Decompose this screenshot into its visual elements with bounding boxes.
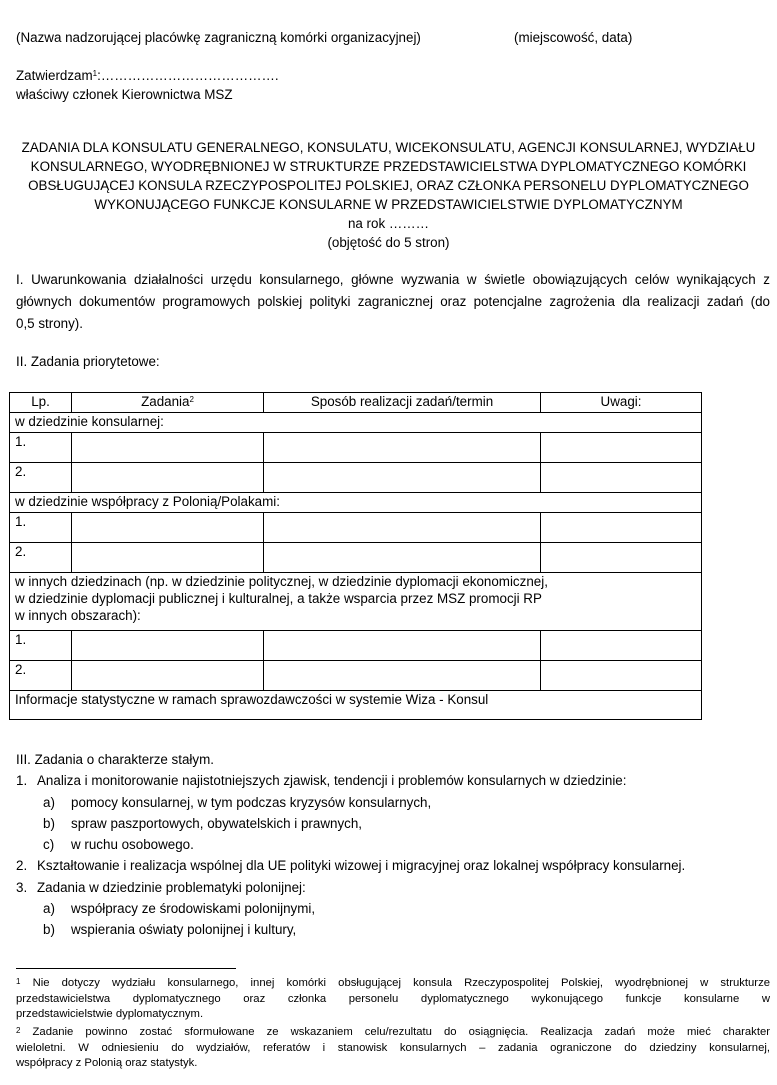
statistics-label: Informacje statystyczne w ramach sprawozdawczości w systemie Wiza - Konsul xyxy=(10,691,702,720)
list-item-1c: w ruchu osobowego. xyxy=(71,837,194,852)
section-2-heading: II. Zadania priorytetowe: xyxy=(16,354,160,369)
title-line-2: KONSULARNEGO, WYODRĘBNIONEJ W STRUKTURZE PRZEDSTAWICIELSTWA DYPLOMATYCZNEGO KOMÓRKI xyxy=(30,159,747,174)
row-number: 2. xyxy=(10,661,72,691)
table-row xyxy=(10,543,702,573)
row-number: 2. xyxy=(10,543,72,573)
approval-label: Zatwierdzam xyxy=(16,68,93,83)
section-other-line-1: w innych dziedzinach (np. w dziedzinie politycznej, w dziedzinie dyplomacji ekonomicznej, xyxy=(15,574,548,589)
method-cell[interactable] xyxy=(264,661,541,691)
notes-cell[interactable] xyxy=(541,463,702,493)
column-header-tasks-label: Zadania xyxy=(141,394,190,409)
footnote-2-line-2: wieloletni. W odniesieniu do wydziałów, referatów i stanowisk konsularnych – zadania ograniczone do dziedziny konsularnej, xyxy=(16,1041,770,1054)
list-item-3b-letter: b) xyxy=(43,922,55,937)
list-item-3a-letter: a) xyxy=(43,901,55,916)
row-number: 1. xyxy=(10,631,72,661)
place-date-placeholder: (miejscowość, data) xyxy=(514,30,633,45)
notes-cell[interactable] xyxy=(541,513,702,543)
footnote-1-line-3: przedstawicielstwie dyplomatycznym. xyxy=(16,1008,204,1020)
column-header-method: Sposób realizacji zadań/termin xyxy=(264,393,541,413)
section-label-polonia: w dziedzinie współpracy z Polonią/Polakami: xyxy=(10,493,702,513)
title-line-4: WYKONUJĄCEGO FUNKCJE KONSULARNE W PRZEDSTAWICIELSTWIE DYPLOMATYCZNYM xyxy=(94,197,683,212)
section-row-consular xyxy=(10,413,702,433)
list-item-3b: wspierania oświaty polonijnej i kultury, xyxy=(71,922,297,937)
section-1-paragraph xyxy=(16,269,770,335)
footnote-separator xyxy=(16,968,236,969)
list-item-1: Analiza i monitorowanie najistotniejszych zjawisk, tendencji i problemów konsularnych w dziedzinie: xyxy=(37,773,627,788)
footnote-2-line-3: współpracy z Polonią oraz statystyk. xyxy=(16,1057,198,1069)
footnote-2-mark: 2 xyxy=(16,1026,21,1035)
table-row xyxy=(10,433,702,463)
column-header-lp: Lp. xyxy=(10,393,72,413)
footnote-1-line-1 xyxy=(16,976,770,992)
footnote-1-mark: 1 xyxy=(16,977,21,986)
footnote-2-text-1: Zadanie powinno zostać sformułowane ze wskazaniem celu/rezultatu do osiągnięcia. Realizacja zadań może mieć charakter xyxy=(32,1026,771,1038)
title-line-3: OBSŁUGUJĄCEJ KONSULA RZECZYPOSPOLITEJ POLSKIEJ, ORAZ CZŁONKA PERSONELU DYPLOMATYCZNEGO xyxy=(28,178,749,193)
title-line-1: ZADANIA DLA KONSULATU GENERALNEGO, KONSULATU, WICEKONSULATU, AGENCJI KONSULARNEJ, WYDZIAŁU xyxy=(21,140,756,155)
section-1-line-3: 0,5 strony). xyxy=(16,316,83,331)
list-item-1b-letter: b) xyxy=(43,816,55,831)
footnote-1-text-1: Nie dotyczy wydziału konsularnego, innej komórki obsługującej konsula Rzeczypospolitej Polskiej, wyodrębnionej w strukturze xyxy=(32,977,770,989)
footnote-2 xyxy=(16,1025,770,1072)
priority-tasks-table xyxy=(9,392,702,720)
section-1-line-2: głównych dokumentów programowych polskiej polityki zagranicznej oraz potencjalne zagrożenia dla realizacji zadań (do xyxy=(16,294,770,309)
table-row xyxy=(10,513,702,543)
row-number: 1. xyxy=(10,433,72,463)
table-row xyxy=(10,661,702,691)
section-other-line-3: w innych obszarach): xyxy=(15,608,141,623)
column-header-tasks xyxy=(72,393,264,413)
title-volume-note: (objętość do 5 stron) xyxy=(327,235,450,250)
footnote-ref-1: 1 xyxy=(92,69,98,78)
task-cell[interactable] xyxy=(72,543,264,573)
statistics-row xyxy=(10,691,702,720)
list-item-2-number: 2. xyxy=(16,858,28,873)
task-cell[interactable] xyxy=(72,433,264,463)
list-item-1a-letter: a) xyxy=(43,795,55,810)
task-cell[interactable] xyxy=(72,631,264,661)
task-cell[interactable] xyxy=(72,661,264,691)
method-cell[interactable] xyxy=(264,631,541,661)
list-item-3: Zadania w dziedzinie problematyki polonijnej: xyxy=(37,880,306,895)
section-3-heading: III. Zadania o charakterze stałym. xyxy=(16,752,214,767)
notes-cell[interactable] xyxy=(541,661,702,691)
footnote-ref-2: 2 xyxy=(189,395,194,404)
notes-cell[interactable] xyxy=(541,433,702,463)
approval-dots: :…………………………………. xyxy=(97,68,279,83)
organization-placeholder: (Nazwa nadzorującej placówkę zagraniczną komórki organizacyjnej) xyxy=(16,30,421,45)
table-row xyxy=(10,463,702,493)
list-item-1a: pomocy konsularnej, w tym podczas kryzysów konsularnych, xyxy=(71,795,432,810)
approver-role: właściwy członek Kierownictwa MSZ xyxy=(16,87,233,102)
column-header-notes: Uwagi: xyxy=(541,393,702,413)
method-cell[interactable] xyxy=(264,543,541,573)
title-year-line: na rok ……… xyxy=(347,216,430,231)
section-1-line-1: I. Uwarunkowania działalności urzędu konsularnego, główne wyzwania w świetle obowiązujących celów wynikających z xyxy=(16,272,770,287)
footnote-1-line-2: przedstawicielstwa dyplomatycznego oraz członka personelu dyplomatycznego wykonującego funkcje konsularne w xyxy=(16,992,770,1005)
section-row-polonia xyxy=(10,493,702,513)
task-cell[interactable] xyxy=(72,513,264,543)
section-other-line-2: w dziedzinie dyplomacji publicznej i kulturalnej, a także wsparcia przez MSZ promocji RP xyxy=(15,591,542,606)
list-item-3-number: 3. xyxy=(16,880,28,895)
section-row-other xyxy=(10,573,702,631)
footnote-1 xyxy=(16,976,770,1023)
method-cell[interactable] xyxy=(264,463,541,493)
table-header-row xyxy=(10,393,702,413)
list-item-2: Kształtowanie i realizacja wspólnej dla UE polityki wizowej i migracyjnej oraz lokalnej współpracy konsularnej. xyxy=(37,858,686,873)
method-cell[interactable] xyxy=(264,513,541,543)
section-label-consular: w dziedzinie konsularnej: xyxy=(10,413,702,433)
list-item-1b: spraw paszportowych, obywatelskich i prawnych, xyxy=(71,816,362,831)
list-item-1-number: 1. xyxy=(16,773,28,788)
approval-line xyxy=(16,67,279,84)
row-number: 2. xyxy=(10,463,72,493)
list-item-3a: współpracy ze środowiskami polonijnymi, xyxy=(71,901,316,916)
notes-cell[interactable] xyxy=(541,543,702,573)
table-row xyxy=(10,631,702,661)
method-cell[interactable] xyxy=(264,433,541,463)
list-item-1c-letter: c) xyxy=(43,837,55,852)
row-number: 1. xyxy=(10,513,72,543)
footnote-2-line-1 xyxy=(16,1025,770,1041)
notes-cell[interactable] xyxy=(541,631,702,661)
task-cell[interactable] xyxy=(72,463,264,493)
section-label-other xyxy=(10,573,702,631)
